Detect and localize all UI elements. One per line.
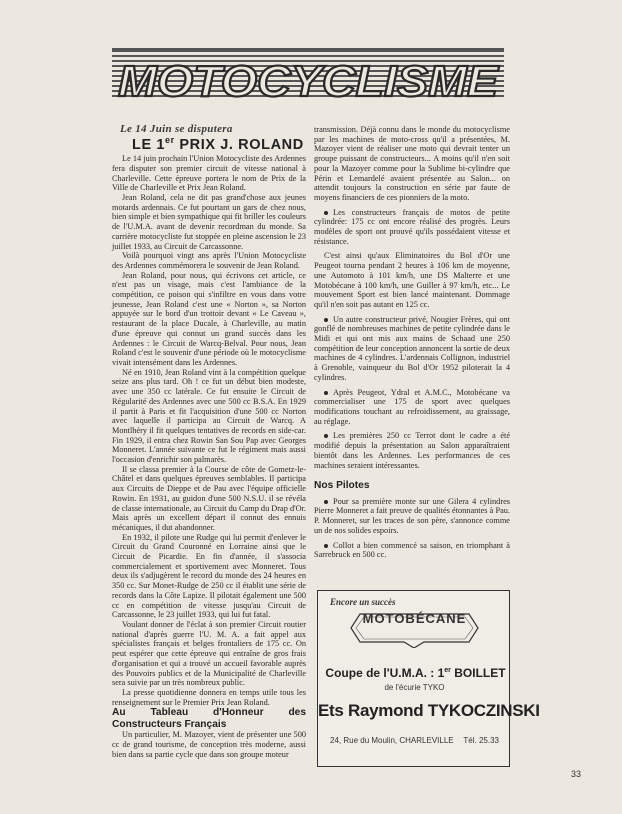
ad-phone: Tél. 25.33 — [463, 736, 499, 745]
bullet-icon — [324, 391, 328, 395]
article-paragraph: Né en 1910, Jean Roland vint à la compétition quelque seize ans plus tard. Oh ! ce fut un début bien modeste, avec une 350 cc latérale. Ce fut ensuite le Circuit de Régularité des Ardennes avec une 500 cc B.S.A. En 1929 il partit à Paris et fit l'acquisition d'une 500 cc Norton avec laquelle il participa au Circuit de Warcq. A Montlhéry il fit quelques tentatives de records en side-car. Fin 1929, il entra chez Rowin San Sou Pap avec Georges Monneret. L'année suivante ce fut le régiment mais aussi l'occasion d'enrichir son palmarès. — [112, 367, 306, 465]
ad-headline: Coupe de l'U.M.A. : 1er BOILLET — [325, 666, 506, 680]
bullet-item: Les premières 250 cc Terrot dont le cadre a été modifié depuis la présentation au Salon apparaîtraient bientôt dans les Ardennes. Les performances de ces machines seraient intéressantes. — [314, 431, 510, 470]
advertisement-box — [317, 590, 540, 767]
bullet-item: Collot a bien commencé sa saison, en triomphant à Sarrebruck en 500 cc. — [314, 540, 510, 560]
ad-kicker: Encore un succès — [330, 597, 396, 607]
bullet-item: Pour sa première monte sur une Gilera 4 cylindres Pierre Monneret a fait preuve de qualités étonnantes à Pau. P. Monneret, sur les traces de son père, s'annonce comme un de nos solides espoirs. — [314, 496, 510, 535]
bullet-item: Les constructeurs français de motos de petite cylindrée: 175 cc ont encore réalisé des progrès. Leurs modèles de sport ont prouvé qu'ils possédaient vitesse et résistance. — [314, 207, 510, 246]
ad-address: 24, Rue du Moulin, CHARLEVILLE — [330, 736, 454, 745]
bullet-icon — [324, 434, 328, 438]
ad-subline: de l'écurie TYKO — [384, 683, 445, 692]
bullet-item: Un autre constructeur privé, Nougier Frères, qui ont gonflé de nombreuses machines de petite cylindrée dans le Midi et qui ont mis aux mains de Schaad une 250 compétition de leur conception annoncent la sortie de deux machines de 4 cylindres. L'ardennais Collignon, industriel à Grenoble, vainqueur du Bol d'Or 1952 piloterait la 4 cylindres. — [314, 314, 510, 382]
bullet-icon — [324, 544, 328, 548]
article-paragraph: Jean Roland, pour nous, qui écrivons cet article, ce n'est pas un visage, mais c'est l'ambiance de la compétition, ce poison qui s'infiltre en vous dans votre jeunesse, Jean Roland c'est une « Norton », sa Norton appuyée sur le bord d'un trottoir devant « Le Caveau », restaurant de la place Ducale, à Charleville, au matin d'une épreuve qui connut un grand succès dans les Ardennes : le Circuit de Warcq-Belval. Pour nous, Jean Roland c'est le souvenir d'une période où le motocyclisme vivait intensément dans les Ardennes. — [112, 270, 306, 367]
article-kicker: Le 14 Juin se disputera — [120, 123, 233, 135]
article-paragraph: C'est ainsi qu'aux Eliminatoires du Bol d'Or une Peugeot tourna pendant 2 heures à 106 km de moyenne, une Automoto à 101 km/h, une DS Malterre et une Motobécane à 100 km/h, une Guiller à 97 km/h, etc... Le mouvement Sport est bien lancé maintenant. Dommage qu'il n'en soit pas autant en 125 cc. — [314, 251, 510, 309]
article-paragraph: Voulant donner de l'éclat à son premier Circuit routier national d'après guerre l'U. M. A. a fait appel aux spécialistes français et belges frontaliers de 175 cc. On peut espérer que cette épreuve qui entraîne de gros frais d'organisation et qui a trouvé un accueil favorable auprès des Pouvoirs publics et de la Municipalité de Charleville sera suivie par un très nombreux public. — [112, 619, 306, 688]
article-paragraph: Le 14 juin prochain l'Union Motocycliste des Ardennes fera disputer son premier circuit de vitesse national à Charleville. Cette épreuve portera le nom de Prix de la Ville de Charleville et Prix Jean Roland. — [112, 154, 306, 193]
article-left-column — [112, 125, 306, 759]
article-paragraph: En 1932, il pilote une Rudge qui lui permit d'enlever le Circuit du Grand Couronné en Lorraine ainsi que le Circuit de Picardie. En fin d'année, il s'associa commercialement et sportivement avec Monneret. Tous deux ils s'adjugèrent le record du monde des 24 heures en 350 cc. Sur Monet-Rudge de 250 cc il établit une série de records dans la Côte Lapize. Il pilotait également une 500 cc en compétition de vitesse jusqu'au Circuit de Carcassonne, le 23 juillet 1933, qui lui fut fatal. — [112, 532, 306, 620]
masthead-title: MOTOCYCLISME — [118, 57, 500, 106]
article-right-column — [314, 125, 510, 560]
section-heading-pilotes: Nos Pilotes — [314, 480, 370, 492]
article-paragraph: La presse quotidienne donnera en temps utile tous les renseignement sur le Premier Prix Jean Roland. — [112, 687, 306, 707]
article-paragraph: Voilà pourquoi vingt ans après l'Union Motocycliste des Ardennes commémorera le souvenir de Jean Roland. — [112, 251, 306, 270]
article-paragraph: Un particulier, M. Mazoyer, vient de présenter une 500 cc de grand tourisme, de conception très moderne, aussi bien dans sa partie cycle que dans son groupe moteur — [112, 730, 306, 759]
bullet-item: Après Peugeot, Ydral et A.M.C., Motobécane va commercialiser une 175 de sport avec quelques modifications touchant au refroidissement, au graissage, au réglage. — [314, 387, 510, 426]
article-paragraph: Jean Roland, cela ne dit pas grand'chose aux jeunes motards ardennais. Ce fut pourtant un gars de chez nous, bien simple et bien sympathique qui fit briller les couleurs de l'U.M.A. avant de devenir recordman du monde. Sa carrière motocycliste fut stoppée en pleine ascension le 23 juillet 1933, au Circuit de Carcassonne. — [112, 193, 306, 251]
page-number: 33 — [571, 769, 582, 779]
article-title: LE 1er PRIX J. ROLAND — [132, 134, 304, 153]
ad-brand-name: MOTOBÉCANE — [362, 611, 467, 626]
article-paragraph: transmission. Déjà connu dans le monde du motocyclisme par les machines de moto-cross qu'il a présentées, M. Mazoyer vient de réaliser une moto qui devrait tenter un groupe puissant de constructeurs... A moins qu'il n'en soit pour la Mazoyer comme pour la Sublime bi-cylindre que Périn et Lemardelé avaient présentée au Salon... on attendit toujours la construction en série par faute de moyens financiers de ces pionniers de la moto. — [314, 125, 510, 202]
bullet-icon — [324, 318, 328, 322]
masthead-banner — [112, 38, 504, 110]
article-paragraph: Il se classa premier à la Course de côte de Gometz-le-Châtel et dans quelques épreuves semblables. Il participa aux Circuits de Dieppe et de Pau avec l'équipe officielle Rowin. En 1931, au guidon d'une 500 N.S.U. il se révéla de classe internationale, au Circuit du Camp du Drap d'Or. Mais après un excellent départ il connut des ennuis mécaniques, il dut abandonner. — [112, 464, 306, 532]
ad-company: Ets Raymond TYKOCZINSKI — [318, 701, 540, 720]
bullet-icon — [324, 211, 328, 215]
bullet-icon — [324, 500, 328, 504]
section-heading-constructeurs: Au Tableau d'Honneur des Constructeurs Français — [112, 707, 306, 730]
